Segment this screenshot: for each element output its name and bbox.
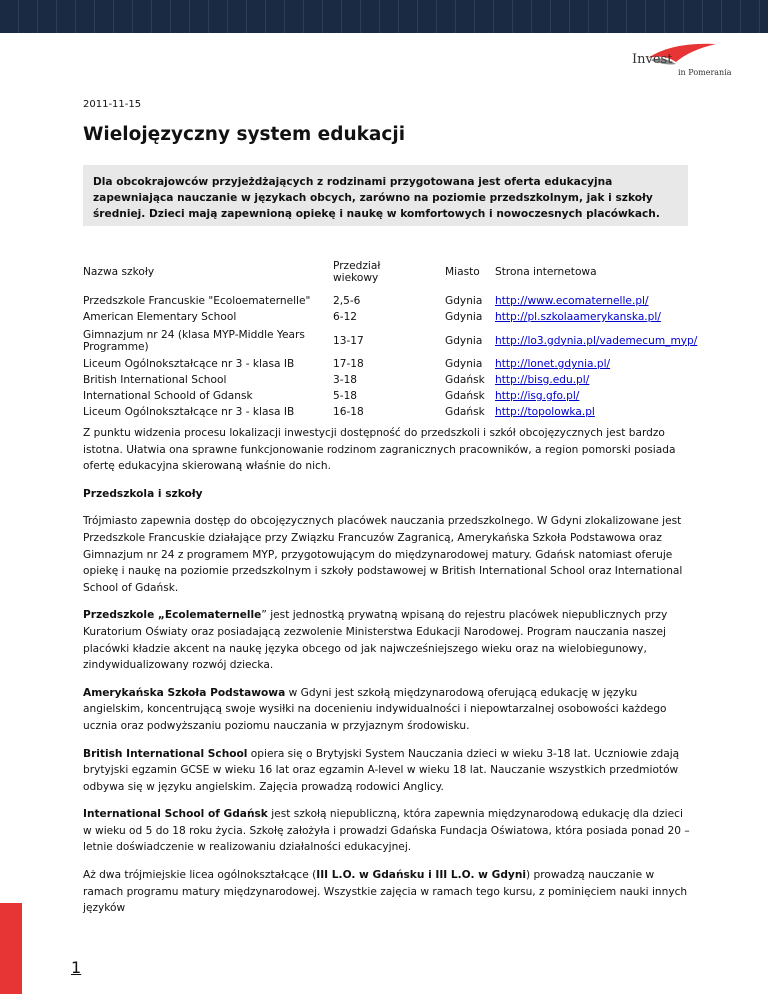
band-tick	[132, 0, 133, 33]
website-link[interactable]: http://topolowka.pl	[495, 406, 595, 418]
school-name-cell: Gimnazjum nr 24 (klasa MYP-Middle Years Programme)	[83, 328, 305, 353]
band-tick	[18, 0, 19, 33]
intro-box: Dla obcokrajowców przyjeżdżających z rodzinami przygotowana jest oferta edukacyjna zapewniająca nauczanie w językach obcych, zarówno na poziomie przedszkolnym, jak i szkoły średniej. Dzieci mają zapewnioną opiekę i naukę w komfortowych i nowoczesnych placówkach.	[83, 165, 688, 226]
age-range-cell: 17-18	[333, 358, 364, 370]
band-tick	[37, 0, 38, 33]
text-british-school: opiera się o Brytyjski System Nauczania dzieci w wieku 3-18 lat. Uczniowie zdają brytyjski egzamin GCSE w wieku 16 lat oraz egzamin A-level w wieku 18 lat. Nauczanie wszystkich przedmiotów odbywa się w języku angielskim. Zajęcia prowadzą rodowici Anglicy.	[83, 747, 680, 793]
footer-red-bar	[0, 903, 22, 994]
table-row	[83, 292, 697, 309]
band-tick	[436, 0, 437, 33]
band-tick	[322, 0, 323, 33]
age-range-cell: 6-12	[333, 311, 358, 323]
band-tick	[607, 0, 608, 33]
city-cell: Gdańsk	[445, 390, 485, 402]
band-tick	[303, 0, 304, 33]
band-tick	[170, 0, 171, 33]
website-cell	[495, 292, 697, 309]
website-link[interactable]: http://www.ecomaternelle.pl/	[495, 294, 649, 307]
bold-isg: International School of Gdańsk	[83, 808, 268, 821]
website-cell	[495, 388, 697, 404]
website-link[interactable]: http://pl.szkolaamerykanska.pl/	[495, 311, 661, 323]
bold-british-school: British International School	[83, 747, 248, 760]
band-tick	[626, 0, 627, 33]
table-row	[83, 356, 697, 372]
document-date: 2011-11-15	[83, 99, 142, 110]
paragraph-american-school	[83, 685, 693, 735]
band-tick	[569, 0, 570, 33]
city-cell: Gdynia	[445, 311, 483, 323]
table-row	[83, 404, 697, 420]
text-licea-a: Aż dwa trójmiejskie licea ogólnokształcące (	[83, 869, 317, 882]
bold-american-school: Amerykańska Szkoła Podstawowa	[83, 686, 286, 699]
top-band	[0, 0, 768, 33]
website-cell	[495, 372, 697, 388]
website-cell	[495, 325, 697, 356]
text-american-school: w Gdyni jest szkołą międzynarodową oferującą edukację w języku angielskim, koncentrującą swoje wysiłki na docenieniu indywidualności i niepowtarzalnej osobowości każdego ucznia oraz podwyższaniu poziomu nauczania w przyjaznym środowisku.	[83, 686, 667, 732]
text-ecolematernelle: ” jest jednostką prywatną wpisaną do rejestru placówek niepublicznych przy Kuratorium Oświaty oraz posiadającą zezwolenie Ministerstwa Edukacji Narodowej. Program nauczania naszej placówki kładzie akcent na naukę języka obcego od jak najwcześniejszego wieku oraz na wielobiegunowy, zindywidualizowany rozwój dziecka.	[83, 609, 668, 672]
text-licea-b: ) prowadzą nauczanie w ramach programu matury międzynarodowej. Wszystkie zajęcia w ramach tego kursu, z pominięciem nauki innych języków	[83, 869, 688, 915]
school-name-cell: American Elementary School	[83, 311, 237, 323]
schools-table	[83, 252, 697, 420]
band-tick	[208, 0, 209, 33]
column-header-age: Przedział wiekowy	[333, 260, 381, 284]
table-row	[83, 325, 697, 356]
band-tick	[94, 0, 95, 33]
band-tick	[56, 0, 57, 33]
body-content	[83, 425, 693, 928]
band-tick	[759, 0, 760, 33]
city-cell: Gdynia	[445, 358, 483, 370]
band-tick	[379, 0, 380, 33]
band-tick	[113, 0, 114, 33]
bold-licea: III L.O. w Gdańsku i III L.O. w Gdyni	[316, 869, 527, 882]
website-cell	[495, 309, 697, 325]
band-tick	[702, 0, 703, 33]
website-link[interactable]: http://lo3.gdynia.pl/vademecum_myp/	[495, 334, 698, 347]
page-title: Wielojęzyczny system edukacji	[83, 124, 406, 145]
page-number: 1	[71, 958, 82, 977]
website-link[interactable]: http://bisg.edu.pl/	[495, 374, 590, 386]
text-isg: jest szkołą niepubliczną, która zapewnia międzynarodową edukację dla dzieci w wieku od 5 do 18 roku życia. Szkołę założyła i prowadzi Gdańska Fundacja Oświatowa, która posiada ponad 20 – letnie doświadczenie w realizowaniu działalności edukacyjnej.	[83, 808, 690, 854]
table-row	[83, 388, 697, 404]
band-tick	[227, 0, 228, 33]
website-link[interactable]: http://isg.gfo.pl/	[495, 390, 580, 402]
city-cell: Gdynia	[445, 294, 483, 307]
band-tick	[246, 0, 247, 33]
band-tick	[683, 0, 684, 33]
band-tick	[75, 0, 76, 33]
paragraph-british-school	[83, 746, 693, 796]
band-tick	[740, 0, 741, 33]
band-tick	[398, 0, 399, 33]
band-tick	[588, 0, 589, 33]
age-range-cell: 13-17	[333, 334, 364, 347]
band-tick	[360, 0, 361, 33]
band-tick	[455, 0, 456, 33]
table-row	[83, 372, 697, 388]
band-tick	[474, 0, 475, 33]
band-tick	[341, 0, 342, 33]
age-range-cell: 3-18	[333, 374, 358, 386]
paragraph-overview: Trójmiasto zapewnia dostęp do obcojęzycznych placówek nauczania przedszkolnego. W Gdyni zlokalizowane jest Przedszkole Francuskie działające przy Związku Francuzów Zagranicą, Amerykańska Szkoła Podstawowa oraz Gimnazjum nr 24 z programem MYP, przygotowującym do międzynarodowej matury. Gdańsk natomiast oferuje opiekę i naukę na poziomie przedszkolnym i szkoły podstawowej w British International School oraz International School of Gdańsk.	[83, 515, 683, 594]
band-tick	[284, 0, 285, 33]
section-heading: Przedszkola i szkoły	[83, 487, 203, 500]
school-name-cell: International Schoold of Gdansk	[83, 390, 253, 402]
school-name-cell: Liceum Ogólnokształcące nr 3 - klasa IB	[83, 406, 295, 418]
band-tick	[645, 0, 646, 33]
paragraph-location: Z punktu widzenia procesu lokalizacji inwestycji dostępność do przedszkoli i szkół obcojęzycznych jest bardzo istotna. Ułatwia ona sprawne funkcjonowanie rodzinom zagranicznych pracowników, a region pomorski posiada ofertę edukacyjna skierowaną właśnie do nich.	[83, 427, 676, 473]
age-range-cell: 16-18	[333, 406, 364, 418]
band-tick	[512, 0, 513, 33]
school-name-cell: Liceum Ogólnokształcące nr 3 - klasa IB	[83, 358, 295, 370]
website-link[interactable]: http://lonet.gdynia.pl/	[495, 358, 611, 370]
city-cell: Gdańsk	[445, 406, 485, 418]
age-range-cell: 2,5-6	[333, 294, 361, 307]
website-cell	[495, 404, 697, 420]
band-tick	[151, 0, 152, 33]
logo-title: Invest	[632, 52, 673, 67]
school-name-cell: Przedszkole Francuskie "Ecoloematernelle"	[83, 294, 311, 307]
website-cell	[495, 356, 697, 372]
paragraph-isg	[83, 806, 693, 856]
column-header-website: Strona internetowa	[495, 266, 597, 278]
band-tick	[550, 0, 551, 33]
band-tick	[493, 0, 494, 33]
band-tick	[531, 0, 532, 33]
bold-ecolematernelle: Przedszkole „Ecolematernelle	[83, 609, 262, 622]
band-tick	[189, 0, 190, 33]
column-header-name: Nazwa szkoły	[83, 266, 155, 278]
city-cell: Gdańsk	[445, 374, 485, 386]
logo-subtitle: in Pomerania	[678, 68, 732, 77]
age-range-cell: 5-18	[333, 390, 358, 402]
band-tick	[417, 0, 418, 33]
column-header-city: Miasto	[445, 266, 480, 278]
table-row	[83, 309, 697, 325]
paragraph-ecolematernelle	[83, 607, 693, 673]
band-tick	[664, 0, 665, 33]
paragraph-licea	[83, 867, 693, 917]
school-name-cell: British International School	[83, 374, 227, 386]
city-cell: Gdynia	[445, 334, 483, 347]
band-tick	[265, 0, 266, 33]
band-tick	[721, 0, 722, 33]
